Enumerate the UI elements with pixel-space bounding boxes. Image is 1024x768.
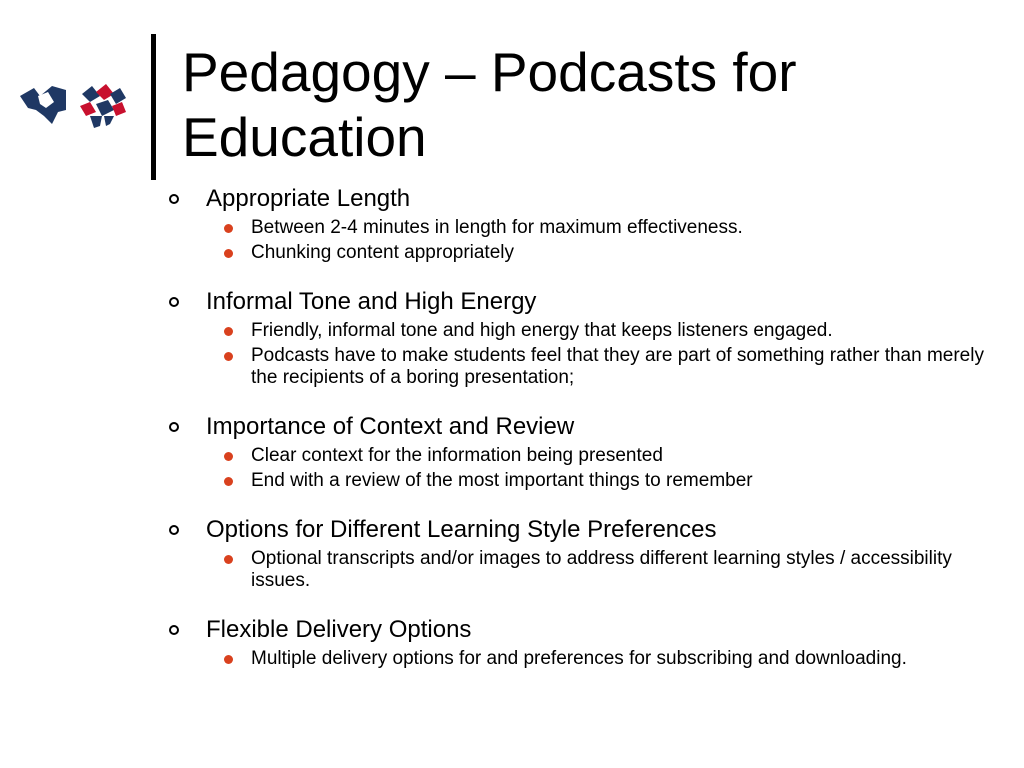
section-heading xyxy=(164,515,1004,545)
ring-bullet-icon xyxy=(169,297,179,307)
slide-content xyxy=(164,184,1004,693)
dot-bullet-icon xyxy=(224,249,233,258)
ring-bullet-icon xyxy=(169,625,179,635)
dot-bullet-icon xyxy=(224,327,233,336)
list-item xyxy=(164,345,1004,389)
dot-bullet-icon xyxy=(224,224,233,233)
list-item xyxy=(164,648,1004,670)
section-heading-text: Options for Different Learning Style Preferences xyxy=(206,516,717,543)
list-item xyxy=(164,445,1004,467)
section-heading xyxy=(164,287,1004,317)
list-item xyxy=(164,320,1004,342)
section-heading xyxy=(164,184,1004,214)
title-divider xyxy=(151,34,156,180)
institution-logo-icon xyxy=(18,82,130,130)
list-item xyxy=(164,242,1004,264)
dot-bullet-icon xyxy=(224,555,233,564)
title-line-2: Education xyxy=(182,106,427,168)
list-item-text: Clear context for the information being presented xyxy=(251,445,663,466)
title-line-1: Pedagogy – Podcasts for xyxy=(182,41,797,103)
ring-bullet-icon xyxy=(169,194,179,204)
section-flexible-delivery xyxy=(164,615,1004,670)
list-item-text: Optional transcripts and/or images to address different learning styles / accessibility issues. xyxy=(251,548,952,591)
section-heading xyxy=(164,615,1004,645)
list-item-text: Between 2-4 minutes in length for maximum effectiveness. xyxy=(251,217,743,238)
section-heading-text: Appropriate Length xyxy=(206,185,411,212)
ring-bullet-icon xyxy=(169,422,179,432)
section-heading-text: Informal Tone and High Energy xyxy=(206,288,537,315)
section-heading-text: Flexible Delivery Options xyxy=(206,616,472,643)
logo-graphic xyxy=(18,82,130,130)
dot-bullet-icon xyxy=(224,655,233,664)
dot-bullet-icon xyxy=(224,352,233,361)
list-item-text: Multiple delivery options for and preferences for subscribing and downloading. xyxy=(251,648,907,669)
list-item-text: Friendly, informal tone and high energy that keeps listeners engaged. xyxy=(251,320,833,341)
dot-bullet-icon xyxy=(224,452,233,461)
list-item-text: End with a review of the most important things to remember xyxy=(251,470,753,491)
list-item-text: Chunking content appropriately xyxy=(251,242,515,263)
section-appropriate-length xyxy=(164,184,1004,264)
list-item-text: Podcasts have to make students feel that they are part of something rather than merely the recipients of a boring presentation; xyxy=(251,345,984,388)
section-informal-tone xyxy=(164,287,1004,389)
list-item xyxy=(164,548,1004,592)
section-heading xyxy=(164,412,1004,442)
section-learning-styles xyxy=(164,515,1004,592)
section-heading-text: Importance of Context and Review xyxy=(206,413,575,440)
section-context-review xyxy=(164,412,1004,492)
ring-bullet-icon xyxy=(169,525,179,535)
slide-title xyxy=(182,40,1002,170)
list-item xyxy=(164,217,1004,239)
list-item xyxy=(164,470,1004,492)
dot-bullet-icon xyxy=(224,477,233,486)
